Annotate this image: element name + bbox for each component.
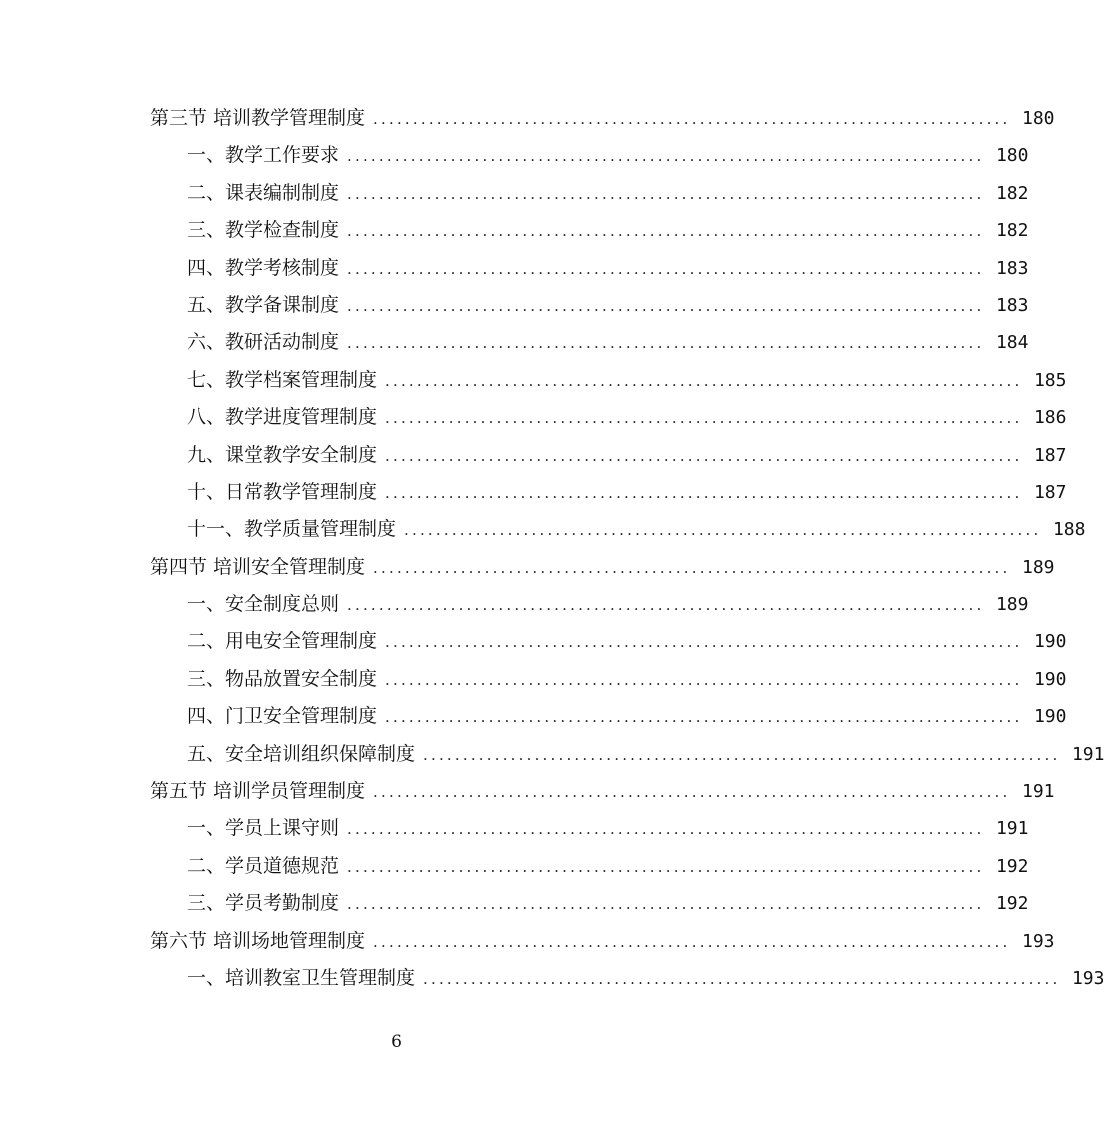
toc-entry-page-number: 193 — [1021, 930, 1055, 952]
toc-subsection-entry[interactable] — [150, 511, 1086, 548]
toc-entry-title: 二、用电安全管理制度 — [187, 630, 378, 653]
toc-entry-page-number: 180 — [1021, 108, 1055, 129]
toc-section-entry[interactable] — [150, 923, 1055, 960]
toc-dot-leader: ................................................................................ — [373, 783, 1011, 802]
toc-entry-page-number: 191 — [1021, 781, 1055, 803]
toc-dot-leader: ................................................................................ — [347, 596, 985, 615]
toc-dot-leader: ................................................................................ — [347, 296, 985, 315]
toc-entry-page-number: 183 — [995, 257, 1029, 279]
toc-subsection-entry[interactable] — [150, 287, 1029, 324]
toc-dot-leader: ................................................................................ — [347, 147, 985, 166]
toc-entry-page-number: 192 — [995, 855, 1029, 877]
toc-entry-page-number: 184 — [995, 332, 1029, 354]
toc-entry-page-number: 192 — [995, 893, 1029, 915]
toc-dot-leader: ................................................................................ — [347, 857, 985, 876]
toc-entry-title: 五、安全培训组织保障制度 — [187, 742, 416, 765]
toc-subsection-entry[interactable] — [150, 736, 1104, 773]
toc-entry-page-number: 185 — [1033, 369, 1067, 391]
toc-entry-title: 一、培训教室卫生管理制度 — [187, 966, 416, 989]
toc-entry-title: 第五节 培训学员管理制度 — [150, 780, 366, 803]
toc-section-entry[interactable] — [150, 549, 1055, 586]
toc-section-entry[interactable] — [150, 100, 1055, 137]
toc-section-entry[interactable] — [150, 773, 1055, 810]
toc-entry-title: 一、安全制度总则 — [187, 593, 340, 616]
toc-dot-leader: ................................................................................ — [385, 483, 1023, 502]
table-of-contents — [150, 100, 1104, 997]
toc-entry-title: 第六节 培训场地管理制度 — [150, 929, 366, 952]
toc-dot-leader: ................................................................................ — [373, 932, 1011, 951]
toc-entry-page-number: 189 — [995, 594, 1029, 616]
toc-subsection-entry[interactable] — [150, 885, 1029, 922]
toc-entry-title: 六、教研活动制度 — [187, 331, 340, 354]
toc-entry-page-number: 190 — [1033, 706, 1067, 728]
toc-dot-leader: ................................................................................ — [385, 446, 1023, 465]
toc-subsection-entry[interactable] — [150, 362, 1067, 399]
toc-entry-title: 一、学员上课守则 — [187, 817, 340, 840]
toc-entry-title: 十一、教学质量管理制度 — [187, 518, 397, 541]
toc-dot-leader: ................................................................................ — [347, 820, 985, 839]
toc-dot-leader: ................................................................................ — [385, 708, 1023, 727]
toc-subsection-entry[interactable] — [150, 474, 1067, 511]
toc-entry-title: 第四节 培训安全管理制度 — [150, 555, 366, 578]
toc-subsection-entry[interactable] — [150, 212, 1029, 249]
toc-subsection-entry[interactable] — [150, 698, 1067, 735]
toc-entry-page-number: 182 — [995, 220, 1029, 242]
toc-entry-title: 九、课堂教学安全制度 — [187, 443, 378, 466]
toc-dot-leader: ................................................................................ — [385, 371, 1023, 390]
toc-entry-page-number: 187 — [1033, 444, 1067, 466]
toc-dot-leader: ................................................................................ — [423, 745, 1061, 764]
page-number: 6 — [391, 1032, 402, 1052]
toc-dot-leader: ................................................................................ — [385, 409, 1023, 428]
toc-subsection-entry[interactable] — [150, 250, 1029, 287]
toc-subsection-entry[interactable] — [150, 137, 1029, 174]
toc-subsection-entry[interactable] — [150, 175, 1029, 212]
toc-dot-leader: ................................................................................ — [347, 222, 985, 241]
toc-subsection-entry[interactable] — [150, 810, 1029, 847]
toc-entry-title: 二、学员道德规范 — [187, 854, 340, 877]
toc-subsection-entry[interactable] — [150, 437, 1067, 474]
toc-subsection-entry[interactable] — [150, 848, 1029, 885]
toc-subsection-entry[interactable] — [150, 623, 1067, 660]
toc-entry-page-number: 187 — [1033, 481, 1067, 503]
toc-dot-leader: ................................................................................ — [347, 895, 985, 914]
toc-entry-page-number: 180 — [995, 145, 1029, 167]
toc-entry-title: 四、教学考核制度 — [187, 256, 340, 279]
toc-dot-leader: ................................................................................ — [385, 633, 1023, 652]
toc-subsection-entry[interactable] — [150, 661, 1067, 698]
toc-dot-leader: ................................................................................ — [423, 969, 1061, 988]
toc-entry-page-number: 193 — [1071, 967, 1104, 989]
toc-entry-page-number: 188 — [1052, 519, 1086, 541]
toc-entry-title: 三、教学检查制度 — [187, 219, 340, 242]
toc-entry-title: 三、物品放置安全制度 — [187, 667, 378, 690]
toc-dot-leader: ................................................................................ — [404, 521, 1042, 540]
toc-subsection-entry[interactable] — [150, 399, 1067, 436]
toc-entry-page-number: 190 — [1033, 631, 1067, 653]
toc-entry-page-number: 186 — [1033, 407, 1067, 429]
toc-dot-leader: ................................................................................ — [347, 259, 985, 278]
toc-entry-title: 十、日常教学管理制度 — [187, 480, 378, 503]
toc-entry-title: 三、学员考勤制度 — [187, 892, 340, 915]
toc-entry-page-number: 190 — [1033, 668, 1067, 690]
toc-entry-title: 二、课表编制制度 — [187, 181, 340, 204]
toc-entry-page-number: 189 — [1021, 556, 1055, 578]
toc-entry-title: 五、教学备课制度 — [187, 293, 340, 316]
toc-dot-leader: ................................................................................ — [373, 558, 1011, 577]
toc-subsection-entry[interactable] — [150, 324, 1029, 361]
toc-dot-leader: ................................................................................ — [347, 184, 985, 203]
toc-entry-title: 一、教学工作要求 — [187, 144, 340, 167]
toc-entry-title: 七、教学档案管理制度 — [187, 368, 378, 391]
toc-entry-page-number: 183 — [995, 294, 1029, 316]
toc-dot-leader: ................................................................................ — [373, 110, 1011, 128]
toc-entry-page-number: 191 — [1071, 743, 1104, 765]
toc-dot-leader: ................................................................................ — [385, 670, 1023, 689]
toc-entry-page-number: 182 — [995, 182, 1029, 204]
toc-entry-page-number: 191 — [995, 818, 1029, 840]
toc-subsection-entry[interactable] — [150, 960, 1104, 997]
toc-entry-title: 四、门卫安全管理制度 — [187, 705, 378, 728]
toc-dot-leader: ................................................................................ — [347, 334, 985, 353]
toc-entry-title: 八、教学进度管理制度 — [187, 406, 378, 429]
toc-subsection-entry[interactable] — [150, 586, 1029, 623]
toc-entry-title: 第三节 培训教学管理制度 — [150, 107, 366, 129]
